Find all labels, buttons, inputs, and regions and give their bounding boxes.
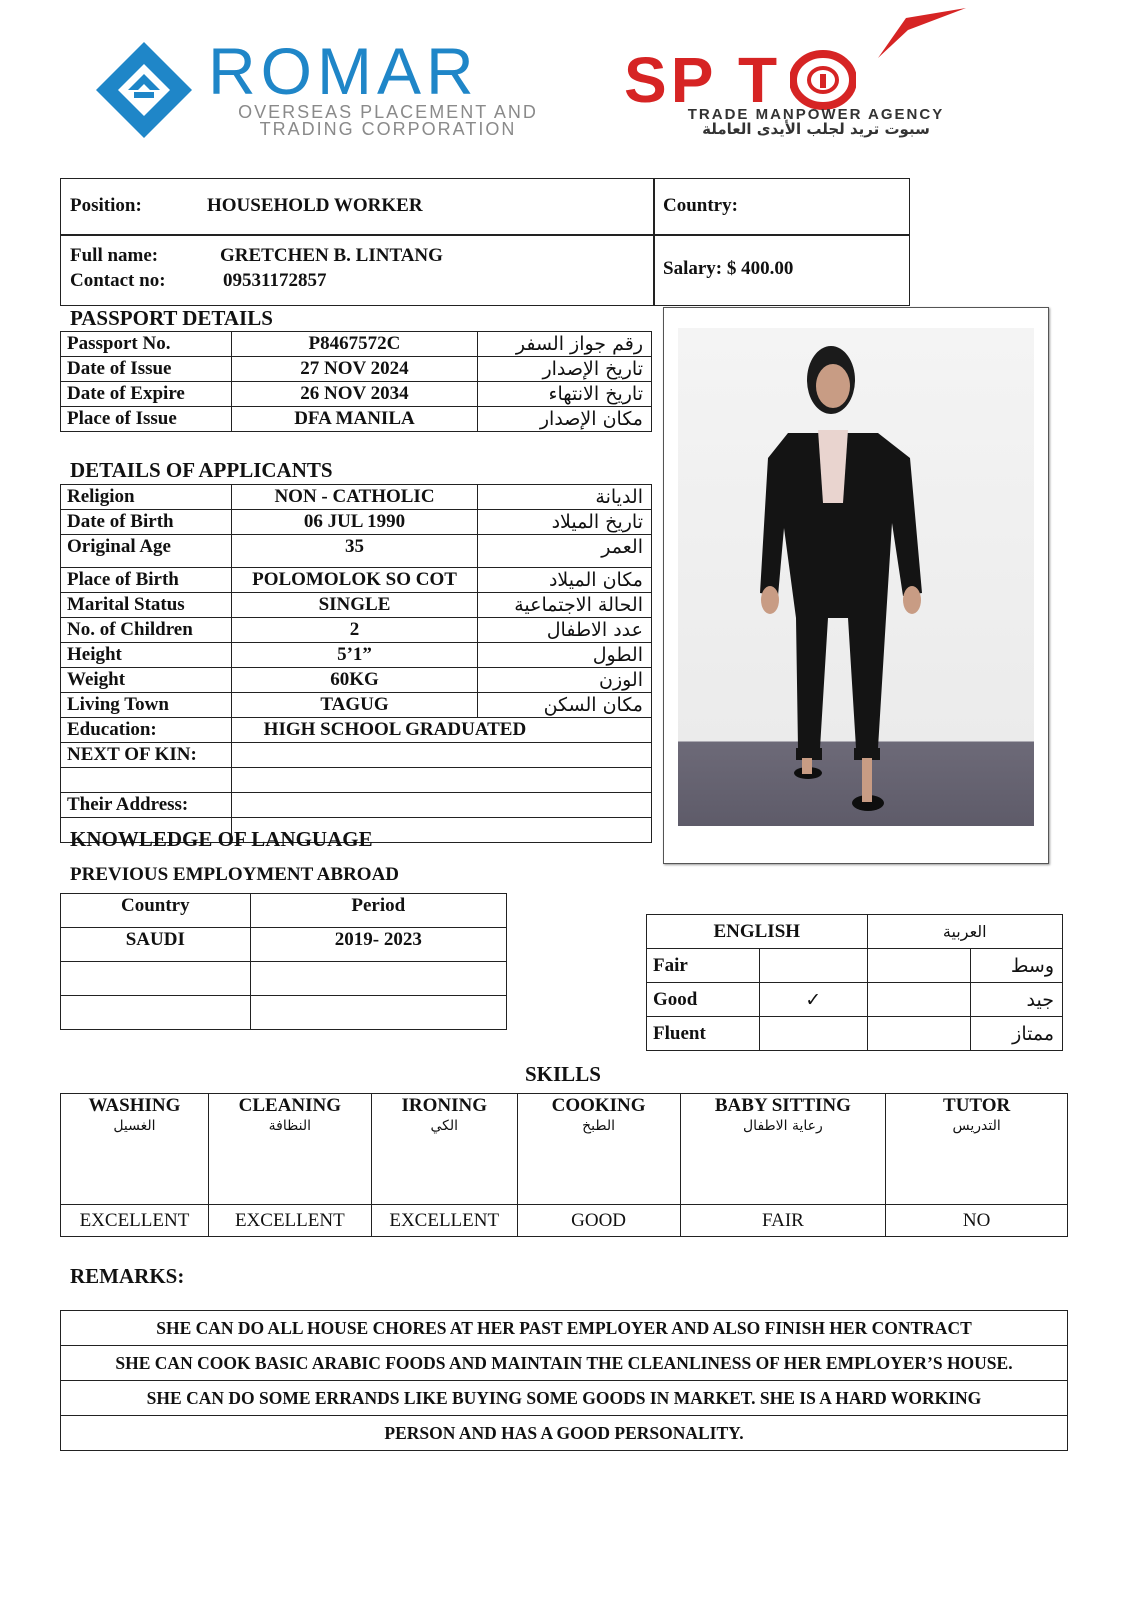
remarks-table — [60, 1310, 1068, 1451]
english-header: ENGLISH — [647, 915, 868, 949]
applicant-photo — [678, 328, 1034, 826]
date-of-issue-value: 27 NOV 2024 — [231, 357, 477, 382]
skill-level: NO — [886, 1205, 1068, 1237]
height-label: Height — [61, 643, 232, 668]
employment-country-cell: SAUDI — [61, 928, 251, 962]
fair-arabic: وسط — [971, 949, 1063, 983]
fullname-value: GRETCHEN B. LINTANG — [220, 245, 443, 266]
date-of-issue-label: Date of Issue — [61, 357, 232, 382]
applicant-table — [60, 484, 652, 843]
table-row — [61, 743, 652, 768]
fullname-label: Full name: — [70, 245, 159, 266]
table-row — [61, 718, 652, 743]
skills-table — [60, 1093, 1068, 1237]
their-address-value — [231, 793, 651, 818]
date-of-birth-value: 06 JUL 1990 — [231, 510, 478, 535]
place-of-birth-value: POLOMOLOK SO COT — [231, 568, 478, 593]
english-fluent-check — [759, 1017, 867, 1051]
arabic-good-check — [867, 983, 971, 1017]
romar-logo-text: ROMAR — [208, 34, 479, 108]
date-of-expire-label: Date of Expire — [61, 382, 232, 407]
next-of-kin-label: NEXT OF KIN: — [61, 743, 232, 768]
children-value: 2 — [231, 618, 478, 643]
marital-status-arabic: الحالة الاجتماعية — [478, 593, 652, 618]
education-value: HIGH SCHOOL GRADUATED — [231, 718, 651, 743]
skill-name: COOKING — [551, 1095, 646, 1116]
fluent-arabic: ممتاز — [971, 1017, 1063, 1051]
remark-line: SHE CAN DO ALL HOUSE CHORES AT HER PAST EMPLOYER AND ALSO FINISH HER CONTRACT — [61, 1311, 1068, 1346]
table-row — [61, 535, 652, 568]
skill-arabic: التدريس — [952, 1118, 1001, 1134]
arabic-fluent-check — [867, 1017, 971, 1051]
living-town-value: TAGUG — [231, 693, 478, 718]
spot-logo-emblem-icon — [790, 50, 856, 110]
blank-cell — [61, 768, 232, 793]
table-row — [61, 357, 652, 382]
salary: Salary: $ 400.00 — [663, 258, 794, 279]
english-fair-check — [759, 949, 867, 983]
employment-period-header: Period — [250, 894, 506, 928]
skill-level: FAIR — [680, 1205, 886, 1237]
good-arabic: جيد — [971, 983, 1063, 1017]
religion-label: Religion — [61, 485, 232, 510]
applicant-photo-frame — [663, 307, 1049, 864]
employment-country-cell — [61, 962, 251, 996]
height-arabic: الطول — [478, 643, 652, 668]
person-silhouette-icon — [678, 328, 1034, 826]
place-of-birth-arabic: مكان الميلاد — [478, 568, 652, 593]
table-row — [61, 593, 652, 618]
table-row — [61, 1311, 1068, 1346]
skill-name: CLEANING — [238, 1095, 342, 1116]
arabic-fair-check — [867, 949, 971, 983]
skill-ironing — [371, 1094, 517, 1205]
skill-washing — [61, 1094, 209, 1205]
table-row — [61, 668, 652, 693]
english-good-check: ✓ — [759, 983, 867, 1017]
table-row — [61, 1346, 1068, 1381]
spot-logo-checkmark-icon — [878, 8, 966, 58]
passport-details-title: PASSPORT DETAILS — [70, 306, 273, 330]
remark-line: SHE CAN DO SOME ERRANDS LIKE BUYING SOME GOODS IN MARKET. SHE IS A HARD WORKING — [61, 1381, 1068, 1416]
religion-arabic: الديانة — [478, 485, 652, 510]
table-row — [61, 996, 507, 1030]
table-row — [61, 693, 652, 718]
remarks-title: REMARKS: — [70, 1264, 185, 1288]
table-row — [647, 949, 1063, 983]
table-row — [61, 643, 652, 668]
place-of-birth-label: Place of Birth — [61, 568, 232, 593]
table-row — [61, 962, 507, 996]
employment-country-header: Country — [61, 894, 251, 928]
skill-arabic: رعاية الاطفال — [743, 1118, 823, 1134]
fair-label: Fair — [647, 949, 760, 983]
employment-title: PREVIOUS EMPLOYMENT ABROAD — [70, 864, 400, 885]
living-town-arabic: مكان السكن — [478, 693, 652, 718]
date-of-birth-label: Date of Birth — [61, 510, 232, 535]
table-row — [647, 915, 1063, 949]
skill-tutor — [886, 1094, 1068, 1205]
date-of-expire-arabic: تاريخ الانتهاء — [478, 382, 652, 407]
employment-period-cell — [250, 996, 506, 1030]
table-row — [61, 928, 507, 962]
skill-arabic: الغسيل — [113, 1118, 156, 1134]
skill-arabic: النظافة — [268, 1118, 311, 1134]
passport-no-label: Passport No. — [61, 332, 232, 357]
their-address-label: Their Address: — [61, 793, 232, 818]
contact-label: Contact no: — [70, 270, 166, 291]
children-arabic: عدد الاطفال — [478, 618, 652, 643]
skill-name: IRONING — [401, 1095, 487, 1116]
weight-label: Weight — [61, 668, 232, 693]
age-label: Original Age — [61, 535, 232, 568]
skill-cooking — [517, 1094, 680, 1205]
romar-tagline: OVERSEAS PLACEMENT AND TRADING CORPORATION — [238, 102, 538, 139]
skill-baby-sitting — [680, 1094, 886, 1205]
spot-logo-text: SP T — [624, 44, 782, 116]
place-of-issue-arabic: مكان الإصدار — [478, 407, 652, 432]
spot-tagline: TRADE MANPOWER AGENCY — [687, 106, 945, 123]
education-label: Education: — [61, 718, 232, 743]
date-of-expire-value: 26 NOV 2034 — [231, 382, 477, 407]
table-row — [61, 1381, 1068, 1416]
table-row — [61, 510, 652, 535]
contact-value: 09531172857 — [223, 270, 327, 291]
table-row — [61, 793, 652, 818]
employment-period-cell — [250, 962, 506, 996]
marital-status-label: Marital Status — [61, 593, 232, 618]
table-row — [61, 407, 652, 432]
marital-status-value: SINGLE — [231, 593, 478, 618]
table-row — [61, 768, 652, 793]
employment-period-cell: 2019- 2023 — [250, 928, 506, 962]
place-of-issue-label: Place of Issue — [61, 407, 232, 432]
table-row — [61, 618, 652, 643]
weight-arabic: الوزن — [478, 668, 652, 693]
table-row — [61, 1416, 1068, 1451]
skill-name: TUTOR — [943, 1095, 1011, 1116]
age-value: 35 — [231, 535, 478, 568]
place-of-issue-value: DFA MANILA — [231, 407, 477, 432]
arabic-header: العربية — [867, 915, 1063, 949]
table-row — [61, 382, 652, 407]
table-row — [61, 1205, 1068, 1237]
language-title: KNOWLEDGE OF LANGUAGE — [70, 827, 373, 851]
country-label: Country: — [663, 195, 738, 216]
date-of-issue-arabic: تاريخ الإصدار — [478, 357, 652, 382]
table-row — [61, 568, 652, 593]
remark-line: SHE CAN COOK BASIC ARABIC FOODS AND MAINTAIN THE CLEANLINESS OF HER EMPLOYER’S HOUSE. — [61, 1346, 1068, 1381]
header-table — [60, 178, 910, 306]
language-table — [646, 914, 1063, 1051]
age-arabic: العمر — [478, 535, 652, 568]
skill-name: WASHING — [88, 1095, 181, 1116]
skill-arabic: الكي — [430, 1118, 458, 1134]
weight-value: 60KG — [231, 668, 478, 693]
table-row — [61, 332, 652, 357]
employment-table — [60, 893, 507, 1030]
romar-logo-icon — [94, 40, 194, 140]
skill-arabic: الطبخ — [582, 1118, 616, 1134]
table-row — [61, 894, 507, 928]
good-label: Good — [647, 983, 760, 1017]
table-row — [647, 1017, 1063, 1051]
table-row — [61, 485, 652, 510]
living-town-label: Living Town — [61, 693, 232, 718]
remark-line: PERSON AND HAS A GOOD PERSONALITY. — [61, 1416, 1068, 1451]
children-label: No. of Children — [61, 618, 232, 643]
blank-cell — [231, 768, 651, 793]
fluent-label: Fluent — [647, 1017, 760, 1051]
skill-level: EXCELLENT — [371, 1205, 517, 1237]
skill-level: GOOD — [517, 1205, 680, 1237]
skill-name: BABY SITTING — [714, 1095, 851, 1116]
employment-country-cell — [61, 996, 251, 1030]
skill-cleaning — [208, 1094, 371, 1205]
height-value: 5’1” — [231, 643, 478, 668]
passport-no-value: P8467572C — [231, 332, 477, 357]
passport-no-arabic: رقم جواز السفر — [478, 332, 652, 357]
skill-level: EXCELLENT — [208, 1205, 371, 1237]
date-of-birth-arabic: تاريخ الميلاد — [478, 510, 652, 535]
table-row — [61, 1094, 1068, 1205]
applicant-details-title: DETAILS OF APPLICANTS — [70, 458, 333, 482]
position-value: HOUSEHOLD WORKER — [207, 195, 423, 216]
spot-tagline-arabic: سبوت تريد لجلب الأيدى العاملة — [702, 120, 930, 138]
position-label: Position: — [70, 195, 142, 216]
next-of-kin-value — [231, 743, 651, 768]
passport-table — [60, 331, 652, 432]
skills-title: SKILLS — [525, 1062, 601, 1086]
religion-value: NON - CATHOLIC — [231, 485, 478, 510]
skill-level: EXCELLENT — [61, 1205, 209, 1237]
table-row — [647, 983, 1063, 1017]
